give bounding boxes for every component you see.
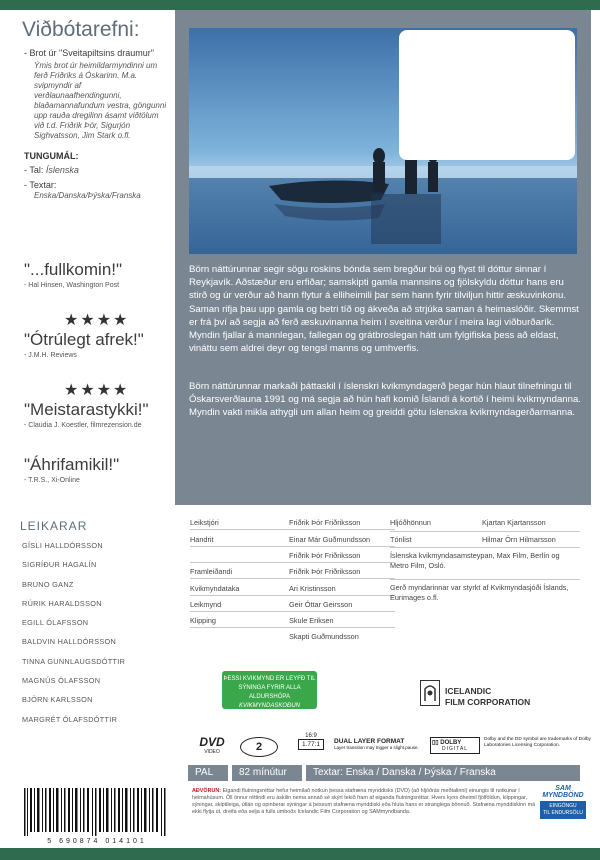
actor-name: MAGNÚS ÓLAFSSON	[22, 676, 101, 686]
region-code-icon: 2	[240, 737, 278, 757]
resale-tag-line-1: EINGÖNGU	[549, 803, 577, 809]
speech-value: Íslenska	[45, 165, 79, 175]
review-source: - Claudia J. Koestler, filmrezension.de	[24, 422, 142, 429]
rating-line-2: SÝNINGA FYRIR ALLA ALDURSHÓPA	[238, 685, 301, 700]
music-row	[390, 535, 580, 544]
credit-row	[190, 548, 395, 563]
legal-warning	[192, 788, 542, 816]
credit-role: Leikmynd	[190, 600, 222, 609]
legal-text: Eigandi flutningsréttar hefur heimilað notkun þessa stafræna mynddisks (DVD) (að hljóðrás meðtalinni) einungis til notkunar í heimahúsum. Öll önnur réttindi eru áskilin nema annað sé skýrt tekið fram af eiganda flutningsréttar. Hvers kyns óheimil fjölföldun, klippingar, sýningar, skiptileiga, útlán og opinberar sýningar á þessum stafræna mynddiski eða hluta hans er stranglega bönnuð. Stafræna mynddiskinn má ekki flytja út, dreifa eða selja á fulls umboðs Icelandic Film Corporation og SAMmyndbanda.	[192, 788, 536, 815]
speech-label: - Tal:	[24, 165, 44, 175]
music-role: Tónlist	[390, 535, 412, 544]
credit-row	[190, 564, 395, 579]
synopsis-panel	[175, 10, 591, 505]
dvd-logo-text: DVD	[199, 735, 225, 749]
credit-role: Klipping	[190, 616, 216, 625]
actor-name: EGILL ÓLAFSSON	[22, 618, 89, 628]
actor-name: SIGRÍÐUR HAGALÍN	[22, 560, 97, 570]
dual-layer-title: DUAL LAYER FORMAT	[334, 738, 405, 745]
credit-row	[190, 515, 395, 530]
actor-name: BJÖRN KARLSSON	[22, 695, 93, 705]
bottom-band	[0, 848, 600, 860]
format-bar: PAL	[188, 765, 228, 781]
tech-badges	[192, 735, 592, 761]
rating-line-3: KVIKMYNDASKOÐUN	[238, 703, 300, 709]
aspect-top: 16:9	[305, 733, 317, 739]
age-rating-badge	[222, 671, 317, 709]
runtime-bar: 82 mínútur	[232, 765, 302, 781]
actor-name: GÍSLI HALLDÓRSSON	[22, 541, 103, 550]
credit-name: Geir Óttar Geirsson	[289, 600, 353, 609]
company-name-line-2: FILM CORPORATION	[445, 697, 531, 707]
credit-row	[190, 581, 395, 596]
speech-line	[24, 165, 175, 176]
subtitles-bar: Textar: Enska / Danska / Þýska / Franska	[306, 765, 580, 781]
subs-label: - Textar:	[24, 180, 57, 190]
credit-row	[190, 597, 395, 612]
credit-name: Friðrik Þór Friðriksson	[289, 551, 361, 560]
credit-name: Skule Eriksen	[289, 616, 334, 625]
review-quote: "Ótrúlegt afrek!"	[24, 330, 144, 349]
actor-name: TINNA GUNNLAUGSDÓTTIR	[22, 656, 126, 666]
dolby-digital-logo: ▯▯ DOLBY DIGITAL	[430, 737, 480, 754]
sound-row	[390, 518, 580, 527]
company-name	[445, 686, 530, 708]
sound-name: Kjartan Kjartansson	[482, 518, 546, 527]
sam-logo-text: SAM MYNDBÖND	[542, 785, 584, 799]
review-2	[24, 310, 174, 359]
review-quote: "Áhrifamikil!"	[24, 455, 120, 474]
review-source: - Hal Hinsen, Washington Post	[24, 282, 120, 289]
actor-name: RÚRIK HARALDSSON	[22, 598, 102, 608]
dolby-sub: DIGITAL	[442, 746, 469, 752]
top-band	[0, 0, 600, 10]
review-source: - T.R.S., Xi-Online	[24, 477, 80, 484]
cast-section	[10, 505, 175, 750]
actor-name: BALDVIN HALLDÓRSSON	[22, 637, 117, 647]
divider	[390, 579, 580, 580]
film-still-photo	[189, 28, 577, 254]
review-1	[24, 260, 174, 289]
languages-heading: TUNGUMÁL:	[24, 151, 79, 161]
sound-role: Hljóðhönnun	[390, 518, 431, 527]
divider	[390, 531, 580, 532]
dual-layer-info	[334, 738, 424, 750]
production-companies: Íslenska kvikmyndasamsteypan, Max Film, Berlín og Metro Film, Osló.	[390, 551, 560, 570]
credit-role: Leikstjóri	[190, 518, 219, 527]
review-quote: "...fullkomin!"	[24, 260, 123, 279]
dolby-text: DOLBY	[440, 740, 462, 746]
resale-tag-line-2: TIL ENDURSÖLU	[543, 810, 583, 816]
rating-line-1: ÞESSI KVIKMYND ER LEYFÐ TIL	[223, 676, 316, 682]
credit-name: Friðrik Þór Friðriksson	[289, 518, 361, 527]
review-3	[24, 380, 174, 429]
company-name-line-1: ICELANDIC	[445, 686, 492, 696]
company-logo-icon	[420, 680, 440, 706]
cast-heading: LEIKARAR	[20, 519, 88, 533]
music-name: Hilmar Örn Hilmarsson	[482, 535, 556, 544]
extras-section	[10, 10, 175, 250]
resale-tag	[540, 801, 586, 819]
credit-name: Einar Már Guðmundsson	[289, 535, 371, 544]
barcode-number: 5 690874 014101	[47, 838, 147, 845]
sam-myndbond-logo	[540, 785, 586, 835]
review-source: - J.M.H. Reviews	[24, 352, 77, 359]
rating-stars: ★★★★	[64, 382, 130, 399]
credit-row	[190, 613, 395, 628]
dvd-video-logo	[192, 735, 232, 755]
actor-name: BRUNO GANZ	[22, 579, 74, 589]
credit-name: Ari Kristinsson	[289, 584, 336, 593]
credit-row	[190, 629, 395, 643]
credit-row	[190, 532, 395, 547]
synopsis-paragraph-1: Börn náttúrunnar segir sögu roskins bónda sem bregður búi og flyst til dóttur sinnar í Reykjavík. Aðstæður eru erfiðar; samskipti gamla mannsins og fjölskyldu dóttur hans eru stirð og úr verður að hann flytur á elliheimili þar sem hann fyrir tilviljun hittir æskuvinkonu. Saman rifja þau upp gamla og betri tíð og ákveða að strjúka saman á heimaslóðir. Skemmst er frá því að segja að ferð æskuvinanna heim í sveitina verður í meira lagi viðburðarík. Myndin fjallar á mannlegan, fallegan og grátbroslegan hátt um fylgifiska þess að eldast, vináttu sem aldrei deyr og tengsl manns og umhverfis.	[189, 264, 579, 355]
subs-value: Enska/Danska/Þýska/Franska	[34, 191, 141, 200]
credit-role: Kvikmyndataka	[190, 584, 240, 593]
actor-name: MARGRÉT ÓLAFSDÓTTIR	[22, 714, 118, 724]
credit-name: Friðrik Þór Friðriksson	[289, 567, 361, 576]
credit-name: Skapti Guðmundsson	[289, 632, 359, 641]
extras-title: Viðbótarefni:	[22, 18, 140, 41]
review-quote: "Meistarastykki!"	[24, 400, 149, 419]
dvd-logo-sub: VIDEO	[204, 749, 220, 755]
dual-layer-note: Layer transition may trigger a slight pause.	[334, 745, 419, 750]
barcode-icon	[22, 788, 172, 836]
sticker-area	[399, 30, 575, 160]
extras-bullet: - Brot úr "Sveitapiltsins draumur"	[24, 48, 154, 58]
divider	[390, 547, 580, 548]
synopsis-paragraph-2: Börn náttúrunnar markaði þáttaskil í íslenskri kvikmyndagerð þegar hún hlaut tilnefningu til Óskarsverðlauna 1991 og má segja að hún hafi komið Íslandi á kortið í heimi kvikmyndanna. Myndin vakti mikla athygli um allan heim og greiddi götu íslenskra kvikmyndagerðarmanna.	[189, 381, 581, 419]
review-4	[24, 455, 174, 484]
reviews-section	[10, 250, 175, 505]
extras-description: Ýmis brot úr heimildarmyndinni um ferð Friðriks á Óskarinn. M.a. svipmyndir af verðlaunaafhendingunni, blaðamannafundum vestra, göngunni upp rauða dregilinn ásamt viðtölum við t.d. Friðrik Þór, Sigurjón Sighvatsson, Jim Stark o.fl.	[34, 61, 167, 140]
credit-role: Framleiðandi	[190, 567, 233, 576]
rating-stars: ★★★★	[64, 312, 130, 329]
legal-label: AÐVÖRUN:	[192, 788, 222, 794]
credit-role: Handrit	[190, 535, 214, 544]
aspect-value: 1.77:1	[298, 739, 324, 750]
aspect-ratio	[298, 733, 324, 750]
funding-note: Gerð myndarinnar var styrkt af Kvikmyndasjóði Íslands, Eurimages o.fl.	[390, 583, 569, 602]
dolby-trademark: Dolby and the DD symbol are trademarks of Dolby Laboratories Licensing Corporation.	[484, 737, 591, 748]
